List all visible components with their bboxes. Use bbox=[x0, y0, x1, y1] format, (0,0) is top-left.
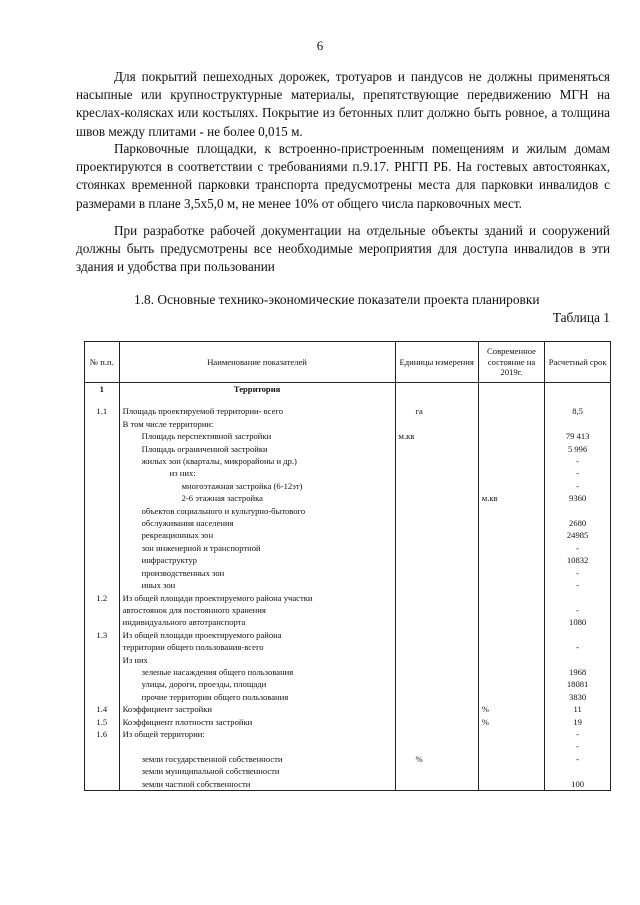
cell-current bbox=[478, 666, 544, 678]
cell-unit: га bbox=[395, 405, 478, 417]
cell-calc: 9360 bbox=[545, 492, 611, 504]
cell-calc: 1080 bbox=[545, 616, 611, 628]
table-row bbox=[85, 654, 611, 666]
cell-calc: 24985 bbox=[545, 529, 611, 541]
cell-num: 1.4 bbox=[85, 703, 120, 715]
cell-current: м.кв bbox=[478, 492, 544, 504]
table-row bbox=[85, 480, 611, 492]
cell-num bbox=[85, 567, 120, 579]
cell-current bbox=[478, 740, 544, 752]
cell-calc bbox=[545, 418, 611, 430]
cell-calc bbox=[545, 592, 611, 604]
header-unit: Единицы измерения bbox=[395, 342, 478, 383]
cell-name: индивидуального автотранспорта bbox=[119, 616, 395, 628]
cell-unit bbox=[395, 691, 478, 703]
cell-current bbox=[478, 418, 544, 430]
cell-num bbox=[85, 455, 120, 467]
cell-current bbox=[478, 405, 544, 417]
cell-name: Из общей площади проектируемого района участки bbox=[119, 592, 395, 604]
cell-calc: 11 bbox=[545, 703, 611, 715]
cell-unit bbox=[395, 778, 478, 791]
cell-unit bbox=[395, 567, 478, 579]
cell-num bbox=[85, 765, 120, 777]
cell-num bbox=[85, 517, 120, 529]
table-row bbox=[85, 430, 611, 442]
table-row bbox=[85, 517, 611, 529]
cell-current bbox=[478, 480, 544, 492]
cell-current bbox=[478, 430, 544, 442]
cell-unit bbox=[395, 641, 478, 653]
cell-unit bbox=[395, 517, 478, 529]
cell-num bbox=[85, 542, 120, 554]
cell-num bbox=[85, 492, 120, 504]
table-row bbox=[85, 567, 611, 579]
cell-name: зеленые насаждения общего пользования bbox=[119, 666, 395, 678]
cell-num: 1.1 bbox=[85, 405, 120, 417]
header-current: Современное состояние на 2019г. bbox=[478, 342, 544, 383]
paragraph-parking bbox=[76, 140, 610, 213]
cell-name: Площадь ограниченной застройки bbox=[119, 443, 395, 455]
header-calc: Расчетный срок bbox=[545, 342, 611, 383]
header-num: № п.п. bbox=[85, 342, 120, 383]
cell-num bbox=[85, 778, 120, 791]
cell-name: Площадь перспективной застройки bbox=[119, 430, 395, 442]
table-row bbox=[85, 467, 611, 479]
cell-unit bbox=[395, 554, 478, 566]
table-row bbox=[85, 666, 611, 678]
cell-name: Площадь проектируемой территории- всего bbox=[119, 405, 395, 417]
cell-num: 1.6 bbox=[85, 728, 120, 740]
table-row bbox=[85, 492, 611, 504]
table-label: Таблица 1 bbox=[552, 310, 610, 325]
cell-current bbox=[478, 654, 544, 666]
cell-name: производственных зон bbox=[119, 567, 395, 579]
cell-current bbox=[478, 542, 544, 554]
cell-calc: - bbox=[545, 604, 611, 616]
spacer-cell bbox=[478, 395, 544, 405]
paragraph-pavement bbox=[76, 68, 610, 141]
table-row bbox=[85, 418, 611, 430]
cell-num bbox=[85, 753, 120, 765]
cell-name: из них: bbox=[119, 467, 395, 479]
cell-calc: 79 413 bbox=[545, 430, 611, 442]
cell-name: Коэффициент плотности застройки bbox=[119, 716, 395, 728]
cell-unit bbox=[395, 443, 478, 455]
cell-num bbox=[85, 430, 120, 442]
cell-unit bbox=[395, 383, 478, 396]
cell-calc: 19 bbox=[545, 716, 611, 728]
cell-num bbox=[85, 467, 120, 479]
cell-unit bbox=[395, 716, 478, 728]
cell-name: земли муниципальной собственности bbox=[119, 765, 395, 777]
cell-current: % bbox=[478, 716, 544, 728]
section-heading: 1.8. Основные технико-экономические показатели проекта планировки bbox=[134, 292, 540, 307]
cell-calc: - bbox=[545, 542, 611, 554]
cell-unit bbox=[395, 740, 478, 752]
table-row bbox=[85, 592, 611, 604]
cell-current bbox=[478, 678, 544, 690]
cell-num bbox=[85, 529, 120, 541]
table-row bbox=[85, 703, 611, 715]
cell-num bbox=[85, 418, 120, 430]
cell-calc: - bbox=[545, 579, 611, 591]
table-row bbox=[85, 529, 611, 541]
cell-unit bbox=[395, 616, 478, 628]
table-row bbox=[85, 383, 611, 396]
cell-calc: 18081 bbox=[545, 678, 611, 690]
cell-current bbox=[478, 554, 544, 566]
cell-current bbox=[478, 691, 544, 703]
cell-num: 1.5 bbox=[85, 716, 120, 728]
cell-name: земли государственной собственности bbox=[119, 753, 395, 765]
cell-calc: 2680 bbox=[545, 517, 611, 529]
cell-unit bbox=[395, 728, 478, 740]
table-body bbox=[85, 383, 611, 791]
cell-current bbox=[478, 753, 544, 765]
cell-calc: 5 996 bbox=[545, 443, 611, 455]
cell-current bbox=[478, 765, 544, 777]
indicators-table bbox=[84, 341, 611, 791]
paragraph-text: При разработке рабочей документации на отдельные объекты зданий и сооружений должны быть предусмотрены все необходимые мероприятия для доступа инвалидов в эти здания и удобства при пользовании bbox=[76, 223, 610, 275]
cell-calc: 3830 bbox=[545, 691, 611, 703]
table-row bbox=[85, 604, 611, 616]
cell-name: объектов социального и культурно-бытового bbox=[119, 505, 395, 517]
cell-num bbox=[85, 579, 120, 591]
table-row bbox=[85, 765, 611, 777]
cell-current bbox=[478, 517, 544, 529]
cell-name: территории общего пользования-всего bbox=[119, 641, 395, 653]
cell-num bbox=[85, 740, 120, 752]
cell-unit bbox=[395, 765, 478, 777]
cell-name: улицы, дороги, проезды, площади bbox=[119, 678, 395, 690]
cell-num bbox=[85, 678, 120, 690]
table-row bbox=[85, 641, 611, 653]
table-row bbox=[85, 629, 611, 641]
cell-num bbox=[85, 505, 120, 517]
table-row bbox=[85, 778, 611, 791]
cell-calc bbox=[545, 505, 611, 517]
table-row bbox=[85, 716, 611, 728]
table-row bbox=[85, 579, 611, 591]
page-number: 6 bbox=[316, 38, 324, 53]
cell-calc: - bbox=[545, 467, 611, 479]
cell-unit: м.кв bbox=[395, 430, 478, 442]
cell-current bbox=[478, 505, 544, 517]
cell-unit: % bbox=[395, 753, 478, 765]
cell-num bbox=[85, 641, 120, 653]
cell-current bbox=[478, 579, 544, 591]
cell-calc: - bbox=[545, 641, 611, 653]
cell-unit bbox=[395, 455, 478, 467]
table-row bbox=[85, 740, 611, 752]
cell-current bbox=[478, 529, 544, 541]
spacer-row bbox=[85, 395, 611, 405]
table-row bbox=[85, 405, 611, 417]
cell-calc bbox=[545, 629, 611, 641]
cell-calc: 10832 bbox=[545, 554, 611, 566]
cell-unit bbox=[395, 579, 478, 591]
cell-current bbox=[478, 604, 544, 616]
spacer-cell bbox=[545, 395, 611, 405]
cell-num: 1 bbox=[85, 383, 120, 396]
cell-name: многоэтажная застройка (6-12эт) bbox=[119, 480, 395, 492]
cell-calc: - bbox=[545, 753, 611, 765]
cell-num bbox=[85, 604, 120, 616]
spacer-cell bbox=[85, 395, 120, 405]
cell-unit bbox=[395, 678, 478, 690]
spacer-cell bbox=[119, 395, 395, 405]
cell-calc bbox=[545, 383, 611, 396]
cell-unit bbox=[395, 604, 478, 616]
cell-unit bbox=[395, 666, 478, 678]
cell-name: земли частной собственности bbox=[119, 778, 395, 791]
cell-calc: 8,5 bbox=[545, 405, 611, 417]
cell-current bbox=[478, 383, 544, 396]
cell-current bbox=[478, 778, 544, 791]
cell-num: 1.3 bbox=[85, 629, 120, 641]
cell-current: % bbox=[478, 703, 544, 715]
cell-current bbox=[478, 616, 544, 628]
table-row bbox=[85, 678, 611, 690]
cell-name: Территория bbox=[119, 383, 395, 396]
table-row bbox=[85, 554, 611, 566]
cell-unit bbox=[395, 505, 478, 517]
cell-unit bbox=[395, 592, 478, 604]
cell-calc: - bbox=[545, 567, 611, 579]
cell-name: иных зон bbox=[119, 579, 395, 591]
cell-current bbox=[478, 641, 544, 653]
cell-current bbox=[478, 629, 544, 641]
spacer-cell bbox=[395, 395, 478, 405]
cell-calc: 1968 bbox=[545, 666, 611, 678]
table-header-row bbox=[85, 342, 611, 383]
cell-unit bbox=[395, 654, 478, 666]
cell-unit bbox=[395, 480, 478, 492]
cell-unit bbox=[395, 418, 478, 430]
cell-name: В том числе территории: bbox=[119, 418, 395, 430]
table-row bbox=[85, 753, 611, 765]
paragraph-text: Для покрытий пешеходных дорожек, тротуаров и пандусов не должны применяться насыпные или крупноструктурные материалы, препятствующие передвижению МГН на креслах-колясках или костылях. Покрытие из бетонных плит должно быть ровное, а толщина швов между плитами - не более 0,015 м. bbox=[76, 69, 610, 139]
cell-calc bbox=[545, 765, 611, 777]
cell-current bbox=[478, 455, 544, 467]
cell-unit bbox=[395, 467, 478, 479]
cell-calc: 100 bbox=[545, 778, 611, 791]
cell-num bbox=[85, 654, 120, 666]
cell-unit bbox=[395, 629, 478, 641]
paragraph-documentation bbox=[76, 222, 610, 277]
cell-calc: - bbox=[545, 455, 611, 467]
cell-current bbox=[478, 443, 544, 455]
cell-unit bbox=[395, 529, 478, 541]
cell-num: 1.2 bbox=[85, 592, 120, 604]
cell-num bbox=[85, 480, 120, 492]
cell-name: 2-6 этажная застройка bbox=[119, 492, 395, 504]
cell-num bbox=[85, 554, 120, 566]
cell-num bbox=[85, 616, 120, 628]
cell-calc bbox=[545, 654, 611, 666]
cell-name: обслуживания населения bbox=[119, 517, 395, 529]
cell-num bbox=[85, 691, 120, 703]
cell-num bbox=[85, 666, 120, 678]
cell-name: прочие территории общего пользования bbox=[119, 691, 395, 703]
table-row bbox=[85, 542, 611, 554]
cell-name: инфраструктур bbox=[119, 554, 395, 566]
cell-current bbox=[478, 728, 544, 740]
cell-name: Из них bbox=[119, 654, 395, 666]
cell-name: Из общей территории: bbox=[119, 728, 395, 740]
cell-num bbox=[85, 443, 120, 455]
cell-name: рекреационных зон bbox=[119, 529, 395, 541]
table-row bbox=[85, 505, 611, 517]
cell-name: Из общей площади проектируемого района bbox=[119, 629, 395, 641]
cell-name: жилых зон (кварталы, микрорайоны и др.) bbox=[119, 455, 395, 467]
table-row bbox=[85, 691, 611, 703]
cell-name: автостоянок для постоянного хранения bbox=[119, 604, 395, 616]
cell-name: Коэффициент застройки bbox=[119, 703, 395, 715]
header-name: Наименование показателей bbox=[119, 342, 395, 383]
cell-current bbox=[478, 467, 544, 479]
cell-current bbox=[478, 567, 544, 579]
cell-calc: - bbox=[545, 480, 611, 492]
cell-name bbox=[119, 740, 395, 752]
cell-unit bbox=[395, 542, 478, 554]
paragraph-text: Парковочные площадки, к встроенно-пристроенным помещениям и жилым домам проектируются в соответствии с требованиями п.9.17. РНГП РБ. На гостевых автостоянках, стоянках временной парковки транспорта предусмотрены места для парковки инвалидов с размерами в плане 3,5х5,0 м, не менее 10% от общего числа парковочных мест. bbox=[76, 141, 610, 211]
table-row bbox=[85, 616, 611, 628]
table-row bbox=[85, 728, 611, 740]
cell-name: зон инженерной и транспортной bbox=[119, 542, 395, 554]
cell-calc: - bbox=[545, 728, 611, 740]
table-row bbox=[85, 443, 611, 455]
cell-unit bbox=[395, 703, 478, 715]
table-row bbox=[85, 455, 611, 467]
cell-current bbox=[478, 592, 544, 604]
cell-unit bbox=[395, 492, 478, 504]
cell-calc: - bbox=[545, 740, 611, 752]
